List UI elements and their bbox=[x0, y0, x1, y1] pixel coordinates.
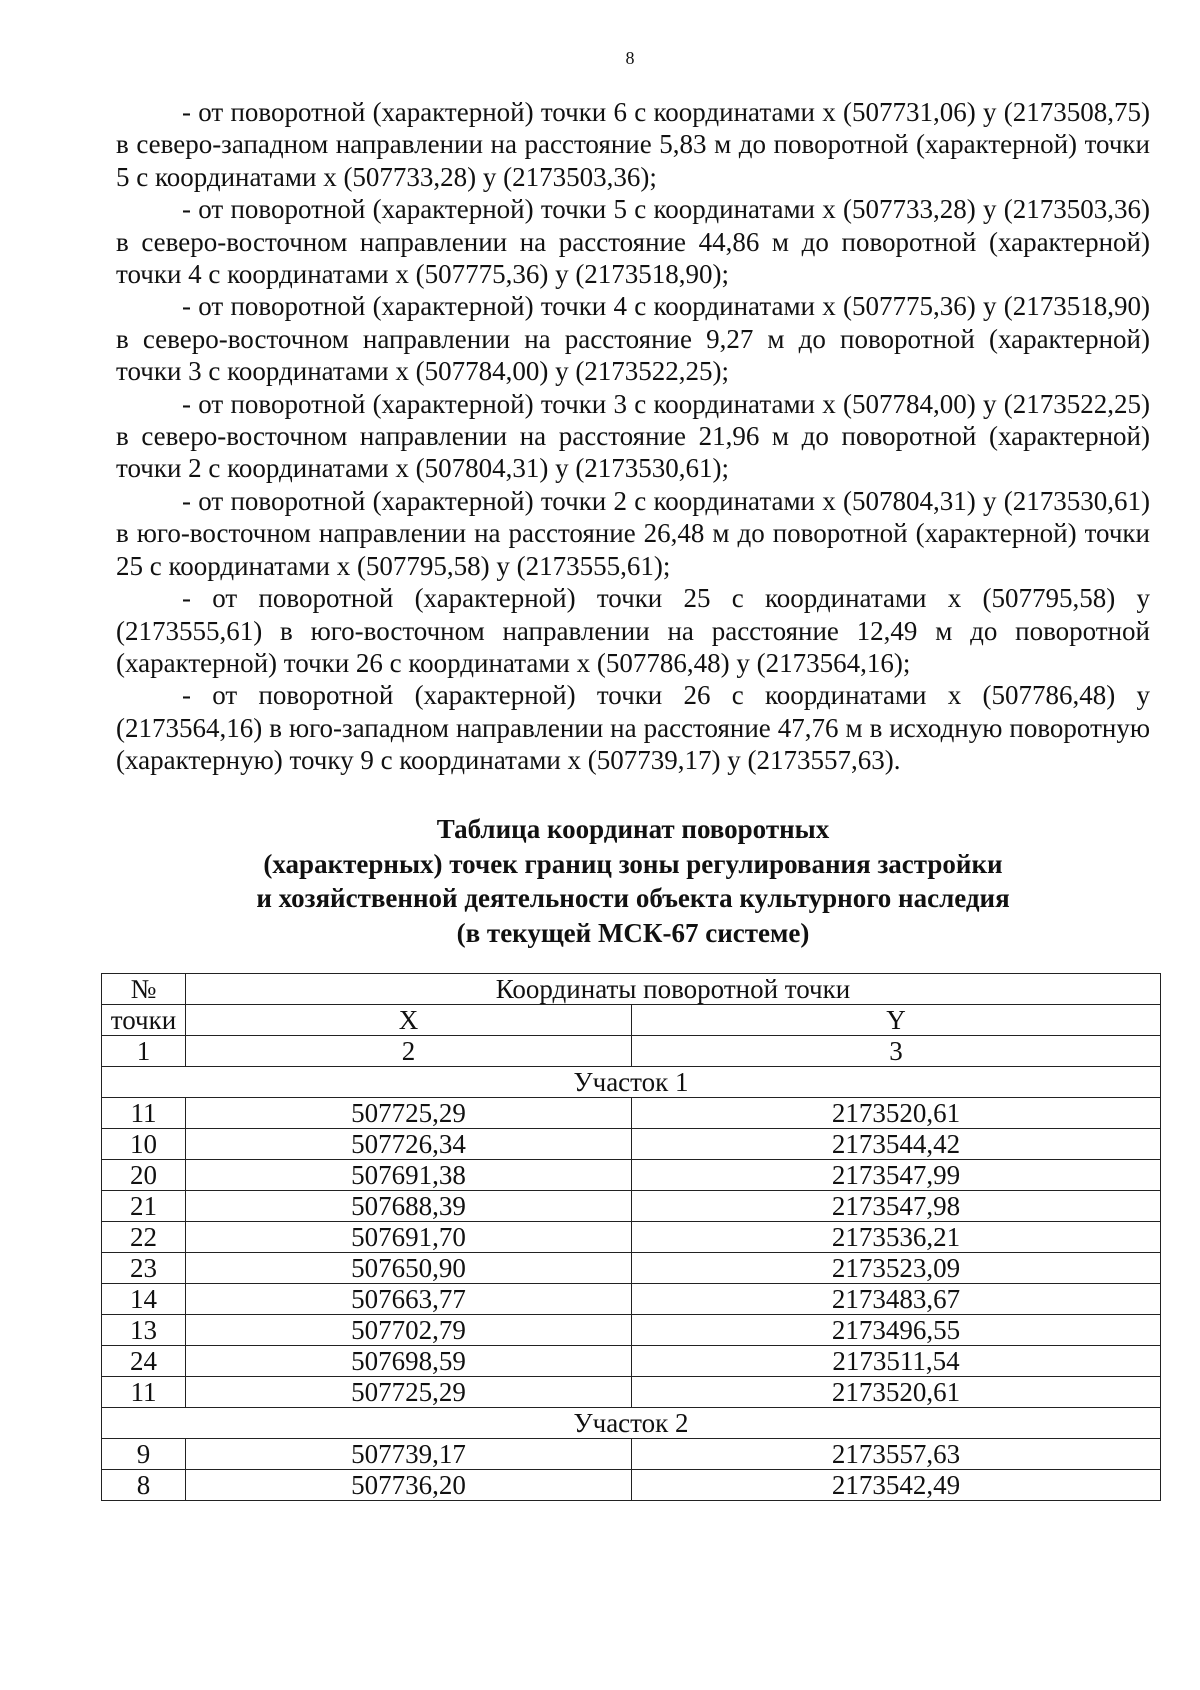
x-coordinate-cell: 507702,79 bbox=[185, 1315, 631, 1346]
table-row bbox=[102, 1284, 1161, 1315]
paragraph: - от поворотной (характерной) точки 5 с координатами х (507733,28) у (2173503,36) в северо-восточном направлении на расстояние 44,86 м до поворотной (характерной) точки 4 с координатами х (507775,36) у (2173518,90); bbox=[116, 194, 1150, 290]
table-row bbox=[102, 1160, 1161, 1191]
x-coordinate-cell: 507650,90 bbox=[185, 1253, 631, 1284]
section-header-row bbox=[102, 1408, 1161, 1439]
point-number-cell: 20 bbox=[102, 1160, 186, 1191]
y-coordinate-cell: 2173536,21 bbox=[632, 1222, 1161, 1253]
column-number: 3 bbox=[632, 1036, 1161, 1067]
point-number-cell: 23 bbox=[102, 1253, 186, 1284]
body-text bbox=[116, 96, 1150, 777]
table-title-line: Таблица координат поворотных bbox=[436, 814, 830, 844]
point-number-cell: 14 bbox=[102, 1284, 186, 1315]
table-title bbox=[116, 812, 1150, 950]
table-title-line: и хозяйственной деятельности объекта культурного наследия bbox=[256, 883, 1010, 913]
x-coordinate-cell: 507663,77 bbox=[185, 1284, 631, 1315]
point-number-cell: 8 bbox=[102, 1470, 186, 1501]
table-row bbox=[102, 1222, 1161, 1253]
point-number-cell: 21 bbox=[102, 1191, 186, 1222]
table-row bbox=[102, 1253, 1161, 1284]
y-coordinate-cell: 2173496,55 bbox=[632, 1315, 1161, 1346]
y-coordinate-cell: 2173557,63 bbox=[632, 1439, 1161, 1470]
section-title: Участок 2 bbox=[102, 1408, 1161, 1439]
header-y-label: Y bbox=[632, 1005, 1161, 1036]
y-coordinate-cell: 2173511,54 bbox=[632, 1346, 1161, 1377]
x-coordinate-cell: 507688,39 bbox=[185, 1191, 631, 1222]
y-coordinate-cell: 2173547,99 bbox=[632, 1160, 1161, 1191]
x-coordinate-cell: 507726,34 bbox=[185, 1129, 631, 1160]
x-coordinate-cell: 507725,29 bbox=[185, 1377, 631, 1408]
paragraph: - от поворотной (характерной) точки 2 с координатами х (507804,31) у (2173530,61) в юго-восточном направлении на расстояние 26,48 м до поворотной (характерной) точки 25 с координатами х (507795,58) у (2173555,61); bbox=[116, 485, 1150, 581]
section-title: Участок 1 bbox=[102, 1067, 1161, 1098]
y-coordinate-cell: 2173523,09 bbox=[632, 1253, 1161, 1284]
table-row bbox=[102, 1377, 1161, 1408]
x-coordinate-cell: 507739,17 bbox=[185, 1439, 631, 1470]
y-coordinate-cell: 2173547,98 bbox=[632, 1191, 1161, 1222]
y-coordinate-cell: 2173520,61 bbox=[632, 1098, 1161, 1129]
header-x-label: X bbox=[185, 1005, 631, 1036]
x-coordinate-cell: 507725,29 bbox=[185, 1098, 631, 1129]
point-number-cell: 22 bbox=[102, 1222, 186, 1253]
paragraph: - от поворотной (характерной) точки 26 с координатами х (507786,48) у (2173564,16) в юго-западном направлении на расстояние 47,76 м в исходную поворотную (характерную) точку 9 с координатами х (507739,17) у (2173557,63). bbox=[116, 680, 1150, 776]
y-coordinate-cell: 2173542,49 bbox=[632, 1470, 1161, 1501]
table-header-row bbox=[102, 1005, 1161, 1036]
paragraph: - от поворотной (характерной) точки 4 с координатами х (507775,36) у (2173518,90) в северо-восточном направлении на расстояние 9,27 м до поворотной (характерной) точки 3 с координатами х (507784,00) у (2173522,25); bbox=[116, 291, 1150, 387]
y-coordinate-cell: 2173520,61 bbox=[632, 1377, 1161, 1408]
table-row bbox=[102, 1346, 1161, 1377]
paragraph: - от поворотной (характерной) точки 3 с координатами х (507784,00) у (2173522,25) в северо-восточном направлении на расстояние 21,96 м до поворотной (характерной) точки 2 с координатами х (507804,31) у (2173530,61); bbox=[116, 388, 1150, 484]
table-row bbox=[102, 1098, 1161, 1129]
table-row bbox=[102, 1439, 1161, 1470]
table-row bbox=[102, 1129, 1161, 1160]
table-row bbox=[102, 1470, 1161, 1501]
point-number-cell: 11 bbox=[102, 1377, 186, 1408]
y-coordinate-cell: 2173544,42 bbox=[632, 1129, 1161, 1160]
point-number-cell: 11 bbox=[102, 1098, 186, 1129]
coordinates-table bbox=[101, 973, 1161, 1501]
point-number-cell: 24 bbox=[102, 1346, 186, 1377]
paragraph: - от поворотной (характерной) точки 25 с координатами х (507795,58) у (2173555,61) в юго-восточном направлении на расстояние 12,49 м до поворотной (характерной) точки 26 с координатами х (507786,48) у (2173564,16); bbox=[116, 583, 1150, 678]
header-num-line2: точки bbox=[102, 1005, 186, 1036]
table-row bbox=[102, 1315, 1161, 1346]
y-coordinate-cell: 2173483,67 bbox=[632, 1284, 1161, 1315]
paragraph: - от поворотной (характерной) точки 6 с координатами х (507731,06) у (2173508,75) в северо-западном направлении на расстояние 5,83 м до поворотной (характерной) точки 5 с координатами х (507733,28) у (2173503,36); bbox=[116, 97, 1150, 192]
table-title-line: (в текущей МСК-67 системе) bbox=[456, 917, 810, 948]
column-number: 2 bbox=[185, 1036, 631, 1067]
header-coords-label: Координаты поворотной точки bbox=[185, 974, 1160, 1005]
header-num-line1: № bbox=[102, 974, 186, 1005]
x-coordinate-cell: 507736,20 bbox=[185, 1470, 631, 1501]
table-title-line: (характерных) точек границ зоны регулирования застройки bbox=[263, 848, 1003, 879]
page-number: 8 bbox=[625, 48, 635, 68]
x-coordinate-cell: 507691,38 bbox=[185, 1160, 631, 1191]
table-column-numbers-row bbox=[102, 1036, 1161, 1067]
table-header-row bbox=[102, 974, 1161, 1005]
table-row bbox=[102, 1191, 1161, 1222]
column-number: 1 bbox=[102, 1036, 186, 1067]
point-number-cell: 9 bbox=[102, 1439, 186, 1470]
x-coordinate-cell: 507698,59 bbox=[185, 1346, 631, 1377]
section-header-row bbox=[102, 1067, 1161, 1098]
point-number-cell: 13 bbox=[102, 1315, 186, 1346]
point-number-cell: 10 bbox=[102, 1129, 186, 1160]
x-coordinate-cell: 507691,70 bbox=[185, 1222, 631, 1253]
